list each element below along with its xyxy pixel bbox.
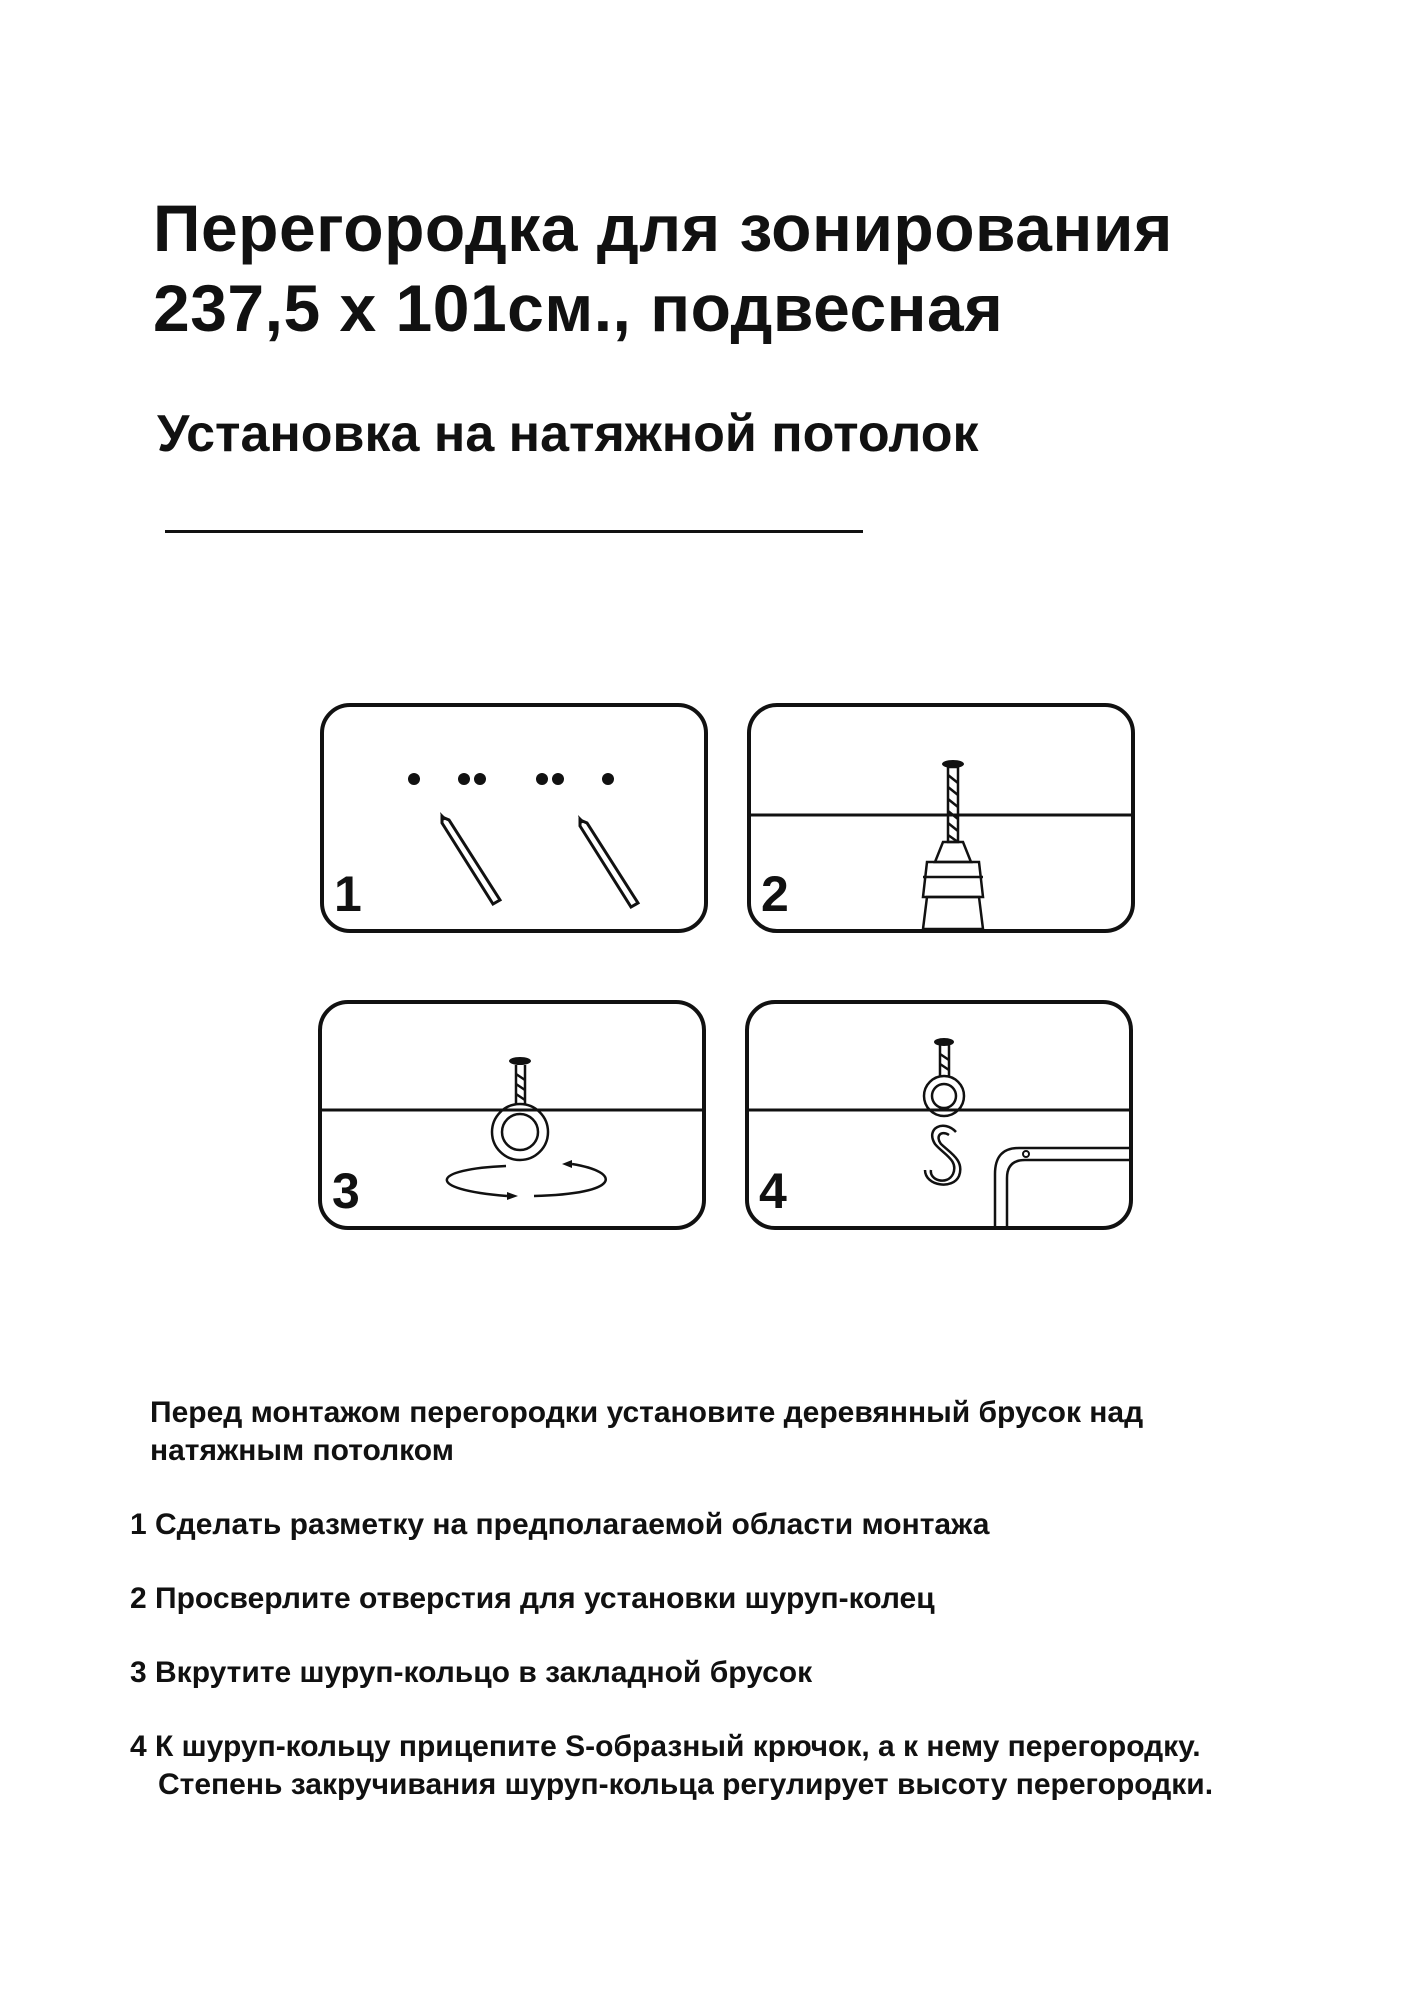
instruction-panel-4 (745, 1000, 1133, 1230)
title-divider (165, 530, 863, 533)
panel-number-1: 1 (334, 866, 362, 922)
intro-line-2: натяжным потолком (150, 1434, 454, 1467)
step-4-line-1: 4 К шуруп-кольцу прицепите S-образный крючок, а к нему перегородку. (130, 1730, 1201, 1763)
panel-number-4: 4 (759, 1163, 787, 1219)
panel-number-3: 3 (332, 1163, 360, 1219)
step-4-line-2: Степень закручивания шуруп-кольца регулирует высоту перегородки. (158, 1768, 1214, 1801)
drill-ceiling-icon (751, 707, 1131, 929)
intro-paragraph (150, 1394, 1300, 1470)
page-title (153, 188, 1173, 348)
instruction-panel-1 (320, 703, 708, 933)
title-line-1: Перегородка для зонирования (153, 191, 1173, 265)
step-2-text: 2 Просверлите отверстия для установки шуруп-колец (130, 1582, 935, 1615)
step-4-text (130, 1728, 1380, 1804)
instruction-panel-3 (318, 1000, 706, 1230)
s-hook-partition-icon (749, 1004, 1129, 1226)
panel-number-2: 2 (761, 866, 789, 922)
intro-line-1: Перед монтажом перегородки установите деревянный брусок над (150, 1396, 1144, 1429)
step-3-text: 3 Вкрутите шуруп-кольцо в закладной брусок (130, 1656, 813, 1689)
marking-pencils-icon (324, 707, 704, 929)
title-line-2: 237,5 х 101см., подвесная (153, 271, 1004, 345)
page-subtitle: Установка на натяжной потолок (157, 405, 979, 463)
screw-ring-rotate-icon (322, 1004, 702, 1226)
instruction-panel-2 (747, 703, 1135, 933)
step-1-text: 1 Сделать разметку на предполагаемой области монтажа (130, 1508, 990, 1541)
